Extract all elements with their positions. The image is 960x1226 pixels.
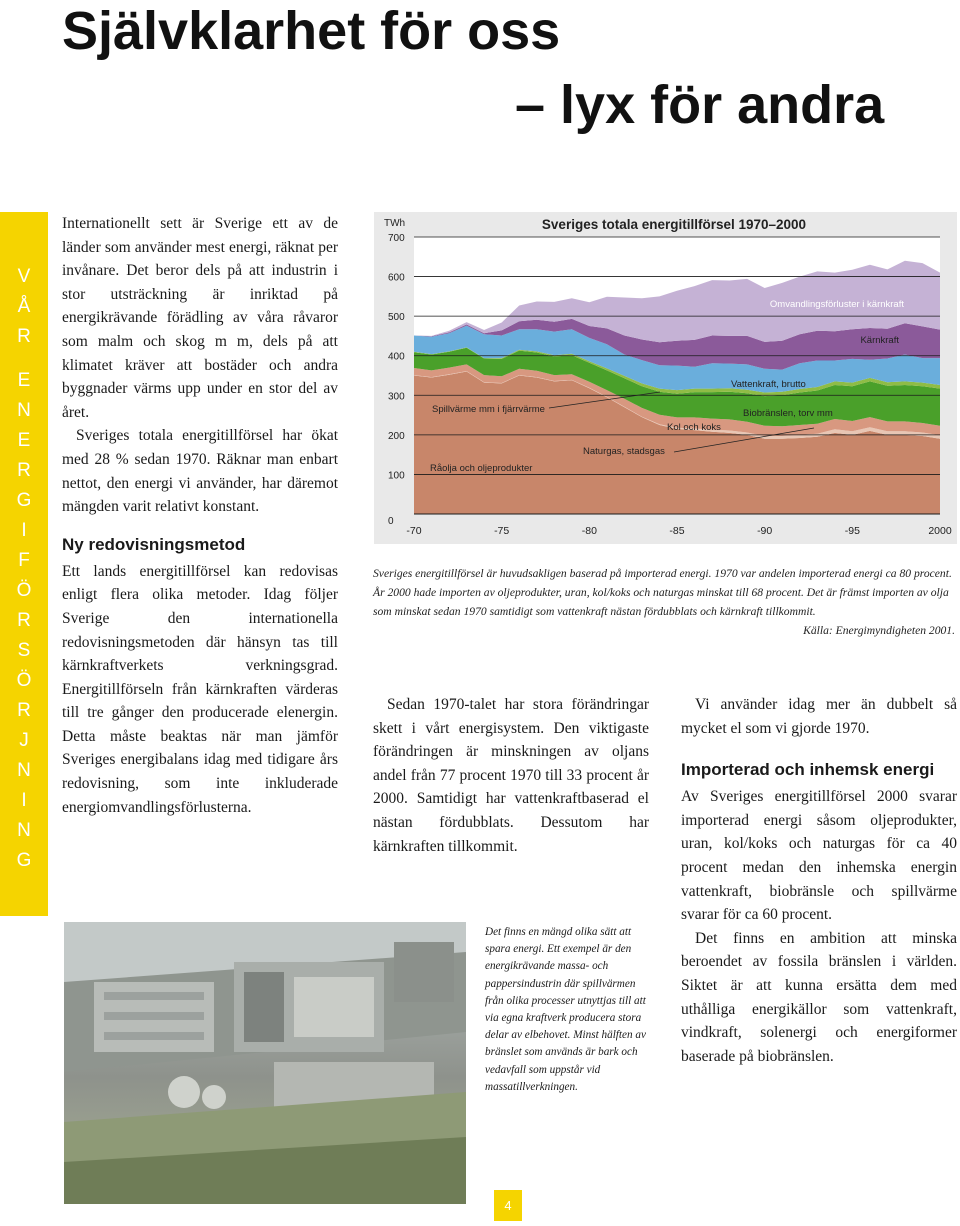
chart-y-tick-label: 100 <box>388 470 405 482</box>
chart-caption-source: Källa: Energimyndigheten 2001. <box>803 624 955 637</box>
sidebar-letter: E <box>17 370 31 391</box>
sidebar-letter: J <box>19 730 29 751</box>
chart-y-tick-label: 700 <box>388 233 405 244</box>
col1-heading: Ny redovisningsmetod <box>62 534 246 554</box>
chart-series-label: Vattenkraft, brutto <box>731 379 806 390</box>
column-2 <box>373 693 649 858</box>
sidebar-letter: R <box>17 460 31 481</box>
sidebar-letter: Å <box>17 296 31 317</box>
chart-series-label: Kol och koks <box>667 422 721 433</box>
sidebar-letter: R <box>17 700 31 721</box>
sidebar-letter: S <box>17 640 31 661</box>
chart-y-tick-label: 600 <box>388 272 405 284</box>
chart-x-tick-label: 2000 <box>928 525 952 537</box>
sidebar-letter: V <box>17 266 31 287</box>
chart-x-tick-label: -95 <box>844 525 860 537</box>
sidebar-letter: F <box>18 550 30 571</box>
page-title-line2: – lyx för andra <box>515 75 885 135</box>
photo-caption: Det finns en mängd olika sätt att spara energi. Ett exempel är den energikrävande massa- och pappersindustrin där spillvärmen från olika processer utnyttjas till att via egna kraftverk producera stora delar av elbehovet. Minst hälften av bränslet som används är bark och vedavfall som uppstår vid massatillverkningen. <box>485 926 646 1093</box>
chart-series-label: Råolja och oljeprodukter <box>430 463 533 474</box>
col3-paragraph-1: Vi använder idag mer än dubbelt så mycket el som vi gjorde 1970. <box>681 696 957 737</box>
column-1 <box>62 212 338 819</box>
chart-x-tick-label: -70 <box>406 525 422 537</box>
sidebar-letter: N <box>17 820 31 841</box>
chart-caption-text: Sveriges energitillförsel är huvudsakligen baserad på importerad energi. 1970 var andelen importerad energi ca 80 procent. År 2000 hade importen av oljeprodukter, uran, kol/koks och naturgas minskat till 68 procent. Det är främst importen av olja som minskat sedan 1970 samtidigt som vattenkraft nästan fördubblats och kärnkraft tillkommit. <box>373 567 952 618</box>
sidebar-letter: I <box>21 520 27 541</box>
chart-caption <box>373 564 955 640</box>
sidebar-letter: N <box>17 400 31 421</box>
energy-chart-panel <box>374 212 957 544</box>
chart-y-tick-label: 0 <box>388 516 394 527</box>
col1-paragraph-2: Sveriges totala energitillförsel har ökat med 28 % sedan 1970. Räknar man enbart nettot, den energi vi använder, har däremot mängden varit relativt konstant. <box>62 427 338 516</box>
col1-paragraph-1: Internationellt sett är Sverige ett av de länder som använder mest energi, räknat per invånare. Det beror dels på att industrin i stor utsträckning är inriktad på energikrävande förädling av våra råvaror som malm och skog m m, dels på att klimatet kräver att bostäder och andra byggnader värms upp under en stor del av året. <box>62 215 338 421</box>
chart-y-tick-label: 200 <box>388 430 405 442</box>
sidebar-letter: E <box>17 430 31 451</box>
col3-paragraph-3: Det finns en ambition att minska beroendet av fossila bränslen i världen. Siktet är att kunna ersätta dem med uthålliga energikällor som vattenkraft, vindkraft, solenergi och energiformer baserade på biobränslen. <box>681 929 957 1065</box>
chart-series-label: Naturgas, stadsgas <box>583 446 665 457</box>
chart-x-tick-label: -80 <box>581 525 597 537</box>
page-number: 4 <box>494 1190 522 1221</box>
sidebar-letter: Ö <box>16 580 32 601</box>
page-title-line1: Självklarhet för oss <box>62 1 561 61</box>
col2-paragraph-1: Sedan 1970-talet har stora förändringar skett i vårt energisystem. Den viktigaste förändringen är minskningen av oljans andel från 77 procent 1970 till 33 procent år 2000. Samtidigt har vattenkraftbaserad el nästan fördubblats. Dessutom har kärnkraften tillkommit. <box>373 696 649 855</box>
sidebar-letter: R <box>17 326 31 347</box>
chart-y-tick-label: 400 <box>388 351 405 363</box>
column-3 <box>681 693 957 1068</box>
chart-series-label: Spillvärme mm i fjärrvärme <box>432 404 545 415</box>
sidebar-letter: N <box>17 760 31 781</box>
plant-aerial-image <box>64 922 466 1204</box>
col3-heading: Importerad och inhemsk energi <box>681 760 935 780</box>
chart-y-tick-label: 500 <box>388 312 405 324</box>
energy-chart <box>374 212 957 544</box>
col3-paragraph-2: Av Sveriges energitillförsel 2000 svarar importerad energi såsom oljeprodukter, uran, kol/koks och naturgas för ca 40 procent medan den inhemska energin vattenkraft, biobränsle och spillvärme svarar för ca 60 procent. <box>681 788 957 924</box>
chart-y-unit-label: TWh <box>384 218 406 229</box>
sidebar-letter: Ö <box>16 670 32 691</box>
chart-x-tick-label: -90 <box>757 525 773 537</box>
chart-series-label: Kärnkraft <box>860 335 899 346</box>
chart-y-tick-label: 300 <box>388 391 405 403</box>
sidebar-vertical-title <box>0 212 48 916</box>
chart-series-label: Omvandlingsförluster i kärnkraft <box>769 299 904 310</box>
sidebar-letter: I <box>21 790 27 811</box>
sidebar-letter: G <box>16 490 32 511</box>
col1-paragraph-3: Ett lands energitillförsel kan redovisas enligt flera olika metoder. Idag följer Sverige den internationella redovisningsmetoden där hänsyn tas till kärnkraftverkets verkningsgrad. Energitillförseln från kärnkraften värderas till tre gånger den producerade elenergin. Detta måste beaktas när man jämför Sveriges energibalans idag med tidigare års redovisning, som inte inkluderade energiomvandlingsförlusterna. <box>62 562 338 816</box>
chart-series-label: Biobränslen, torv mm <box>743 408 833 419</box>
chart-x-tick-label: -75 <box>494 525 510 537</box>
chart-x-tick-label: -85 <box>669 525 685 537</box>
sidebar-letter: G <box>16 850 32 871</box>
chart-title: Sveriges totala energitillförsel 1970–2000 <box>541 217 807 232</box>
sidebar-letter: R <box>17 610 31 631</box>
industrial-plant-photo <box>64 922 466 1204</box>
